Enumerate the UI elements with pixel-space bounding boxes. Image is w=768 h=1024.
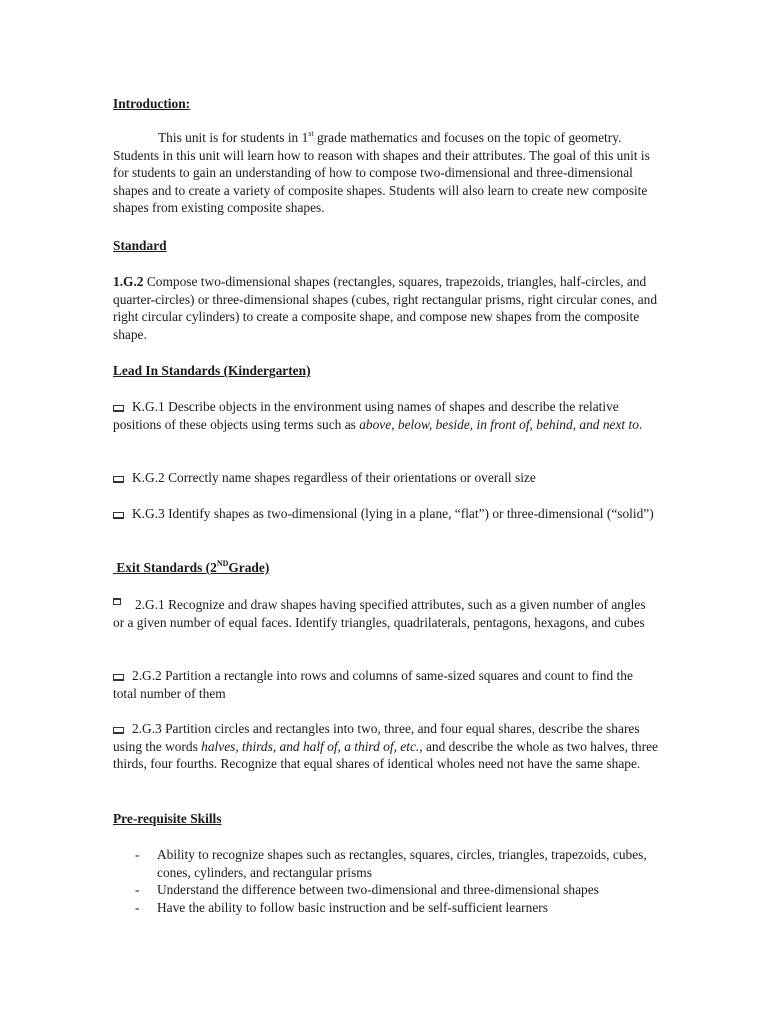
lead-in-item: K.G.1 Describe objects in the environment using names of shapes and describe the relative positions of these objects using terms such as above, below, beside, in front of, behind, and next to. [113,399,643,432]
standard-code: 1.G.2 [113,274,144,289]
standard-heading: Standard [113,238,167,253]
checkbox-icon [113,674,124,681]
prereq-heading: Pre-requisite Skills [113,811,222,826]
lead-in-item: K.G.2 Correctly name shapes regardless of their orientations or overall size [113,469,658,487]
checkbox-icon [113,512,124,519]
checkbox-icon [113,405,124,412]
standard-paragraph: 1.G.2 Compose two-dimensional shapes (rectangles, squares, trapezoids, triangles, half-circles, and quarter-circles) or three-dimensional shapes (cubes, right rectangular prisms, right circular cones, and right circular cylinders) to create a composite shape, and compose new shapes from the composite shape. [113,274,658,342]
lead-in-item: K.G.3 Identify shapes as two-dimensional (lying in a plane, “flat”) or three-dimensional (“solid”) [113,505,658,523]
document-page: Introduction: This unit is for students in 1st grade mathematics and focuses on the topic of geometry. Students in this unit will learn how to reason with shapes and their attributes. The goal of this unit is for students to gain an understanding of how to compose two-dimensional and three-dimensional shapes and to create a variety of composite shapes. Students will also learn to create new composite shapes from existing composite shapes. Standard 1.G.2 Compose two-dimensional shapes (rectangles, squares, trapezoids, triangles, half-circles, and quarter-circles) or three-dimensional shapes (cubes, right rectangular prisms, right circular cones, and right circular cylinders) to create a composite shape, and compose new shapes from the composite shape. Lead In Standards (Kindergarten) K.G.1 Describe objects in the environment using names of shapes and describe the relative positions of these objects using terms such as above, below, beside, in front of, behind, and next to. K.G.2 Correctly name shapes regardless of their orientations or overall size K.G.3 Identify shapes as two-dimensional (lying in a plane, “flat”) or three-dimensional (“solid”) Exit Standards (2NDGrade) 2.G.1 Recognize and draw shapes having specified attributes, such as a given number of angles or a given number of equal faces. Identify triangles, quadrilaterals, pentagons, hexagons, and cubes 2.G.2 Partition a rectangle into rows and columns of same-sized squares and count to find the total number of them 2.G.3 Partition circles and rectangles into two, three, and four equal shares, describe the shares using the words halves, thirds, and half of, a third of, etc., and describe the whole as two halves, three thirds, four fourths. Recognize that equal shares of identical wholes need not have the same shape. Pre-requisite Skills - Ability to recognize shapes such as rectangles, squares, circles, triangles, trapezoids, cubes, cones, cylinders, and rectangular prisms - Understand the difference between two-dimensional and three-dimensional shapes - Have the ability to follow basic instruction and be self-sufficient learners [113,96,658,915]
checkbox-icon [113,727,124,734]
lead-in-heading: Lead In Standards (Kindergarten) [113,363,311,378]
introduction-paragraph: This unit is for students in 1st grade mathematics and focuses on the topic of geometry. Students in this unit will learn how to reason with shapes and their attributes. The goal of this unit is for students to gain an understanding of how to compose two-dimensional and three-dimensional shapes and to create a variety of composite shapes. Students will also learn to create new composite shapes from existing composite shapes. [113,129,650,216]
exit-item: 2.G.2 Partition a rectangle into rows and columns of same-sized squares and count to find the total number of them [113,668,633,701]
checkbox-icon [113,476,124,483]
checkbox-icon [113,598,121,605]
exit-item: 2.G.3 Partition circles and rectangles into two, three, and four equal shares, describe the shares using the words halves, thirds, and half of, a third of, etc., and describe the whole as two halves, three thirds, four fourths. Recognize that equal shares of identical wholes need not have the same shape. [113,721,658,772]
exit-heading: Exit Standards (2NDGrade) [116,559,270,575]
exit-item: 2.G.1 Recognize and draw shapes having specified attributes, such as a given number of angles or a given number of equal faces. Identify triangles, quadrilaterals, pentagons, hexagons, and cubes [113,597,646,630]
introduction-heading: Introduction: [113,96,191,111]
